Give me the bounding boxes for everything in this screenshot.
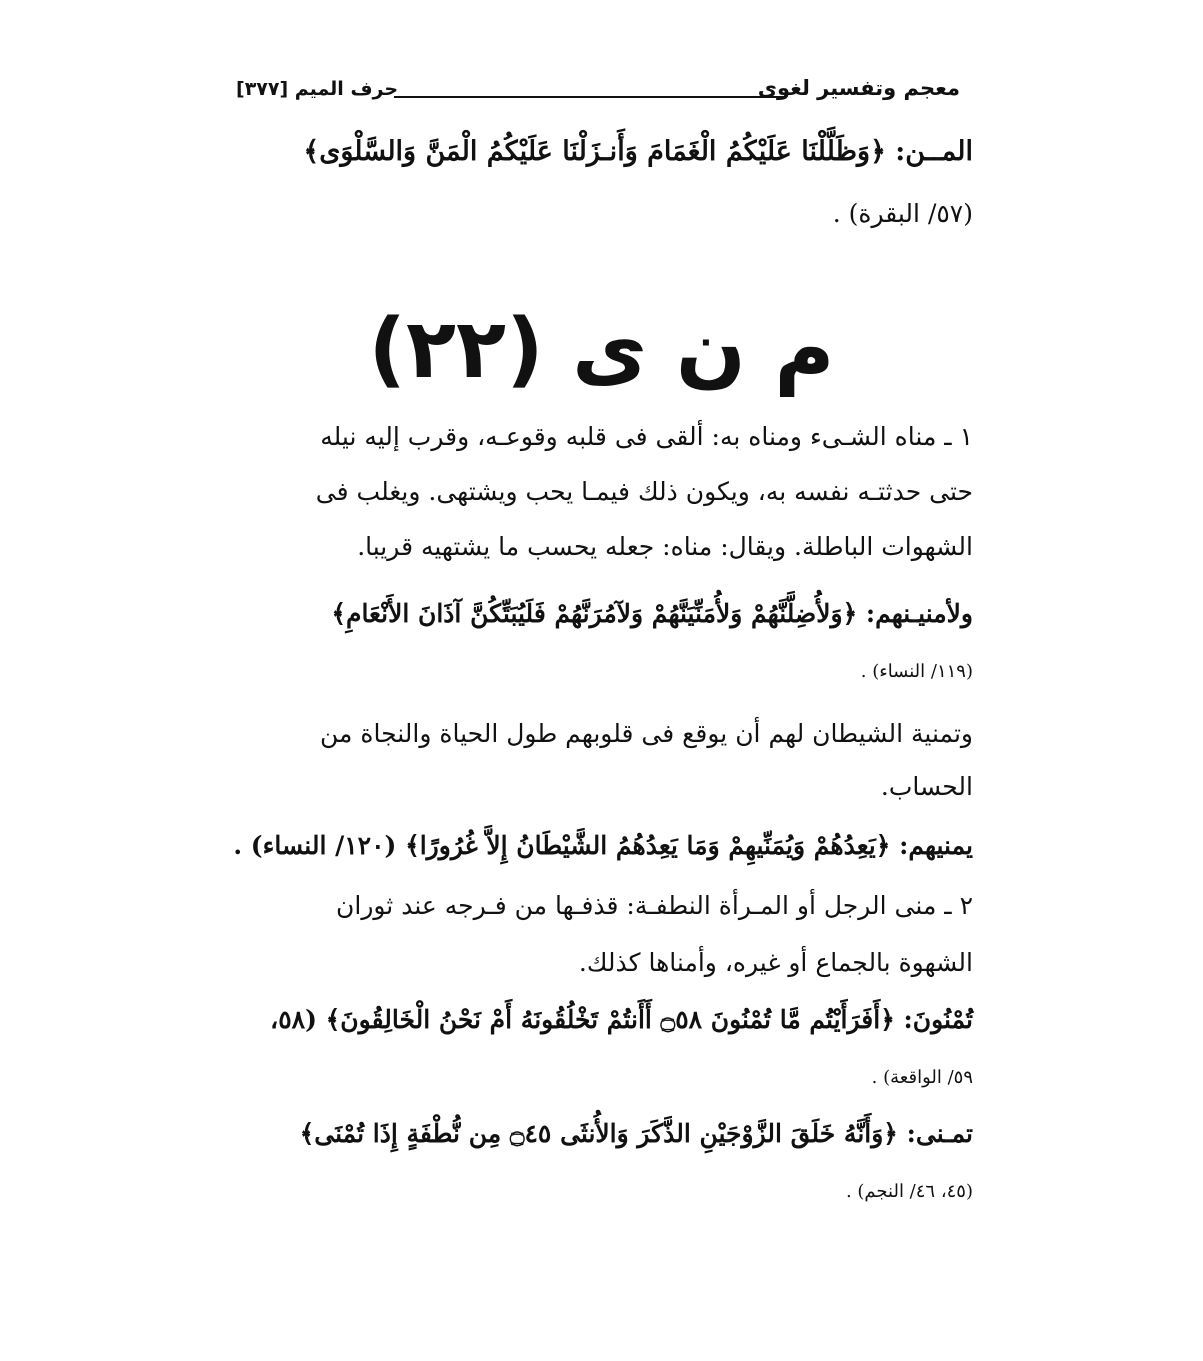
text-line-3: الشهوات الباطلة. ويقال: مناه: جعله يحسب ما يشتهيه قريبا. (357, 532, 973, 561)
header-rule (394, 96, 784, 98)
intro-line-1: المــن: ﴿وَظَلَّلْنَا عَلَيْكُمُ الْغَمَامَ وَأَنـزَلْنَا عَلَيْكُمُ الْمَنَّ وَالسَّلْوَى﴾ (303, 136, 973, 167)
section-page-number: حرف الميم [٣٧٧] (236, 78, 399, 100)
text-line-4: ولأمنيـنهم: ﴿وَلأُضِلَّنَّهُمْ وَلأُمَنِّيَنَّهُمْ وَلآمُرَنَّهُمْ فَلَيُبَتِّكُنَّ آذَانَ الأَنْعَامِ﴾ (331, 599, 973, 628)
text-line-6: وتمنية الشيطان لهم أن يوقع فى قلوبهم طول الحياة والنجاة من (320, 719, 973, 748)
text-line-9: ٢ ـ منى الرجل أو المـرأة النطفـة: قذفـها من فـرجه عند ثوران (336, 891, 973, 920)
text-line-13: تمـنى: ﴿وَأَنَّهُ خَلَقَ الزَّوْجَيْنِ الذَّكَرَ وَالأُنثَى ۝٤٥ مِن نُّطْفَةٍ إِذَا تُمْنَى﴾ (299, 1119, 973, 1148)
text-line-10: الشهوة بالجماع أو غيره، وأمناها كذلك. (578, 948, 973, 977)
text-line-11: تُمْنُونَ: ﴿أَفَرَأَيْتُم مَّا تُمْنُونَ ۝٥٨ أَأَنتُمْ تَخْلُقُونَهُ أَمْ نَحْنُ الْخَالِقُونَ﴾ (٥٨، (270, 1005, 973, 1034)
intro-line-2: (٥٧/ البقرة) . (832, 199, 973, 228)
running-header (236, 74, 960, 110)
book-title: معجم وتفسير لغوى (757, 76, 960, 100)
text-line-8: يمنيهم: ﴿يَعِدُهُمْ وَيُمَنِّيهِمْ وَمَا يَعِدُهُمُ الشَّيْطَانُ إِلاَّ غُرُورًا﴾ (١٢٠/ النساء) . (233, 831, 973, 860)
root-title: م ن ى (٢٢) (368, 302, 835, 397)
text-line-5: (١١٩/ النساء) . (860, 661, 973, 682)
text-line-14: (٤٥، ٤٦/ النجم) . (845, 1181, 973, 1202)
text-line-12: ٥٩/ الواقعة) . (871, 1067, 973, 1088)
text-line-2: حتى حدثتـه نفسه به، ويكون ذلك فيمـا يحب ويشتهى. ويغلب فى (315, 477, 973, 506)
text-line-7: الحساب. (880, 772, 973, 801)
text-line-1: ١ ـ مناه الشـىء ومناه به: ألقى فى قلبه وقوعـه، وقرب إليه نيله (320, 422, 973, 451)
